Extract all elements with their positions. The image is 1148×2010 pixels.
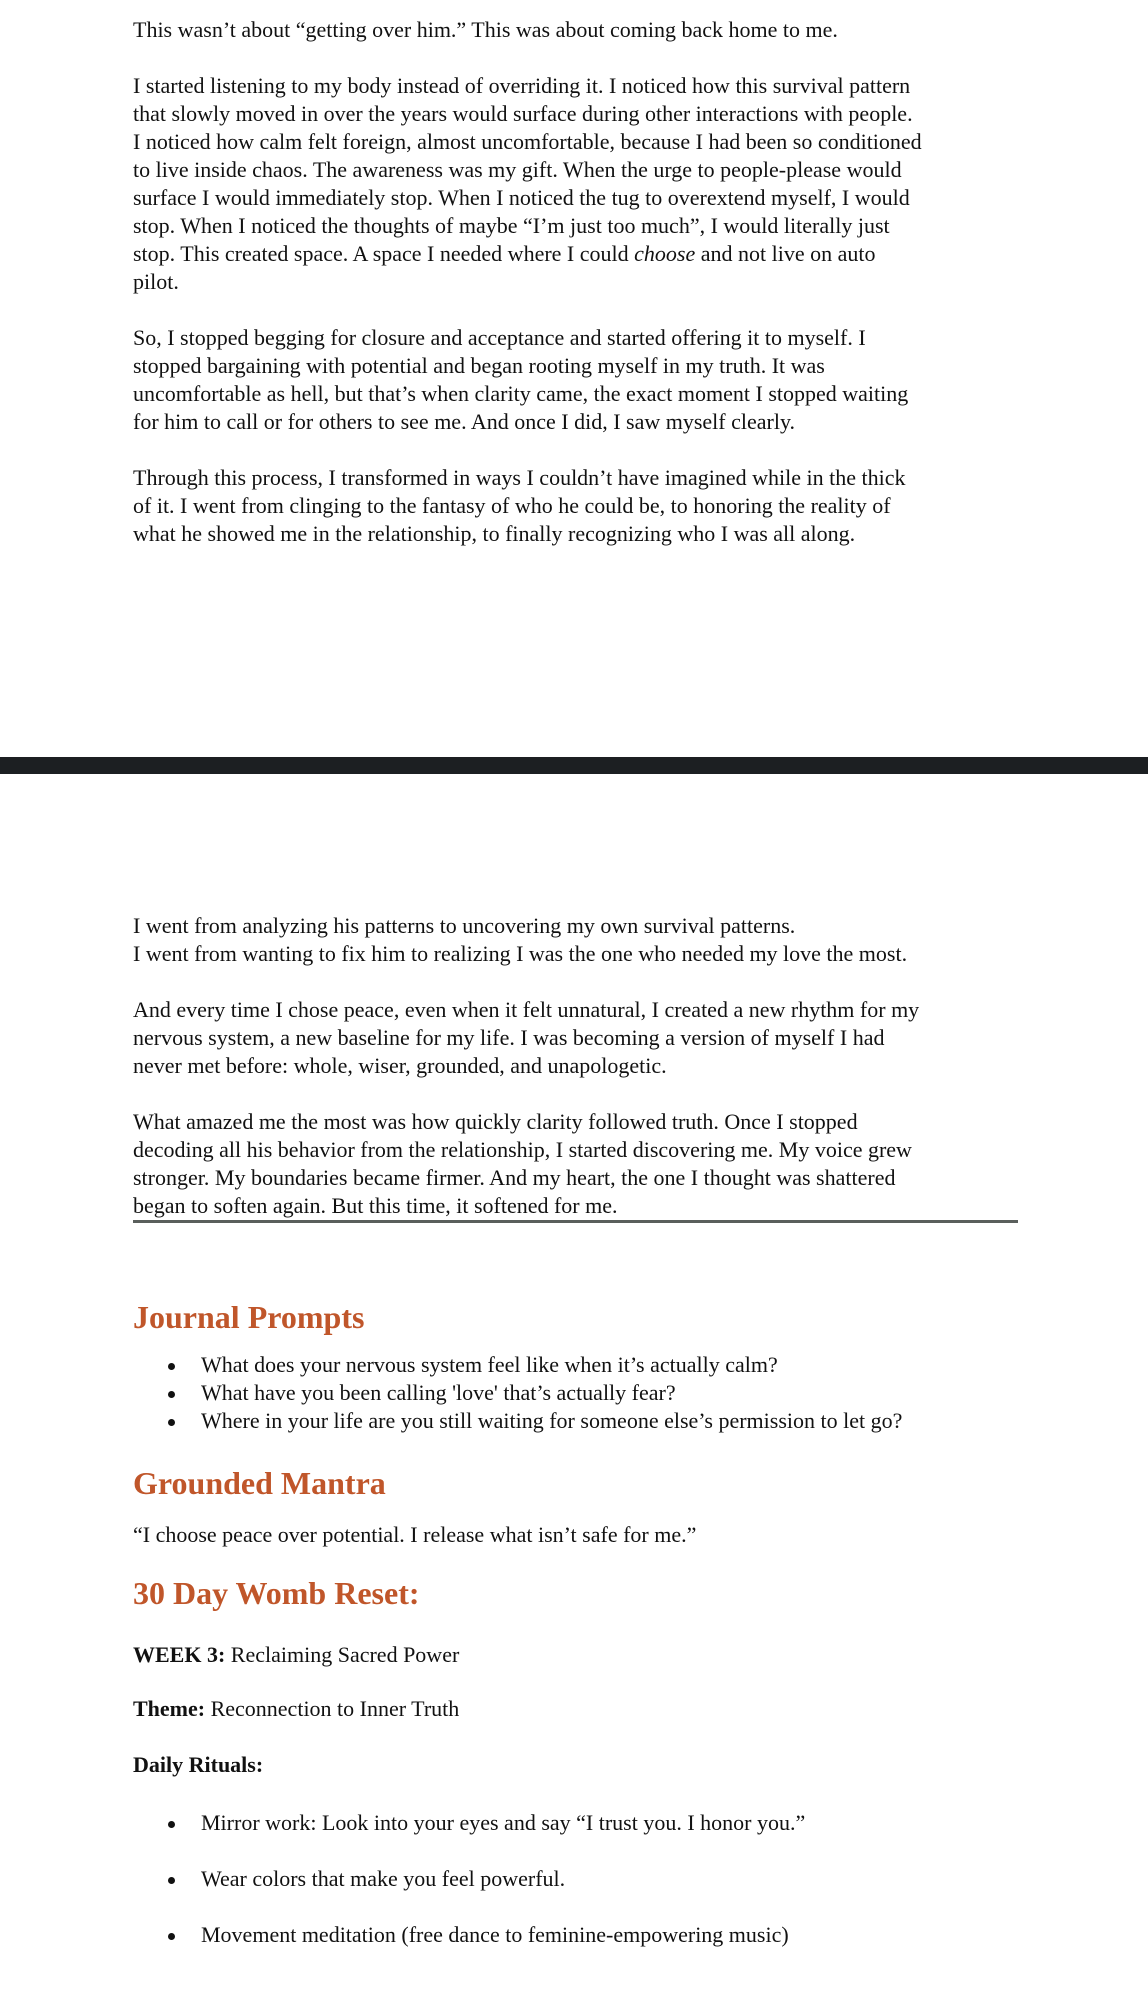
list-item: What does your nervous system feel like when it’s actually calm? <box>201 1351 1018 1379</box>
document-page-1 <box>0 0 1148 757</box>
paragraph-went-from: I went from analyzing his patterns to uncovering my own survival patterns. I went from wanting to fix him to realizing I was the one who needed my love the most. <box>133 913 908 966</box>
emphasis-choose: choose <box>634 241 696 266</box>
paragraph-transformed: Through this process, I transformed in ways I couldn’t have imagined while in the thick of it. I went from clinging to the fantasy of who he could be, to honoring the reality of what he showed me in the relationship, to finally recognizing who I was all along. <box>133 465 906 546</box>
paragraph-closure: So, I stopped begging for closure and acceptance and started offering it to myself. I stopped bargaining with potential and began rooting myself in my truth. It was uncomfortable as hell, but that’s when clarity came, the exact moment I stopped waiting for him to call or for others to see me. And once I did, I saw myself clearly. <box>133 325 909 434</box>
week-label: WEEK 3: <box>133 1642 226 1667</box>
mantra-text: “I choose peace over potential. I release what isn’t safe for me.” <box>133 1522 697 1547</box>
journal-prompts-list <box>133 1351 1018 1435</box>
heading-womb-reset: 30 Day Womb Reset: <box>133 1575 420 1611</box>
list-item: What have you been calling 'love' that’s actually fear? <box>201 1379 1018 1407</box>
heading-journal-prompts: Journal Prompts <box>133 1299 365 1335</box>
theme-label: Theme: <box>133 1696 206 1721</box>
week-line: WEEK 3: Reclaiming Sacred Power <box>133 1642 460 1667</box>
paragraph-intro: This wasn’t about “getting over him.” This was about coming back home to me. <box>133 17 838 42</box>
paragraph-listening: I started listening to my body instead of overriding it. I noticed how this survival pattern that slowly moved in over the years would surface during other interactions with people. I noticed how calm felt foreign, almost uncomfortable, because I had been so conditioned to live inside chaos. The awareness was my gift. When the urge to people-please would surface I would immediately stop. When I noticed the tug to overextend myself, I would stop. When I noticed the thoughts of maybe “I’m just too much”, I would literally just stop. This created space. A space I needed where I could choose and not live on auto pilot. <box>133 73 922 294</box>
daily-rituals-label: Daily Rituals: <box>133 1752 264 1777</box>
paragraph-clarity: What amazed me the most was how quickly clarity followed truth. Once I stopped decoding all his behavior from the relationship, I started discovering me. My voice grew stronger. My boundaries became firmer. And my heart, the one I thought was shattered began to soften again. But this time, it softened for me. <box>133 1108 1018 1223</box>
heading-grounded-mantra: Grounded Mantra <box>133 1465 386 1501</box>
list-item: Movement meditation (free dance to feminine-empowering music) <box>201 1921 1018 1949</box>
list-item: Where in your life are you still waiting for someone else’s permission to let go? <box>201 1407 1018 1435</box>
paragraph-chose-peace: And every time I chose peace, even when it felt unnatural, I created a new rhythm for my nervous system, a new baseline for my life. I was becoming a version of myself I had never met before: whole, wiser, grounded, and unapologetic. <box>133 997 920 1078</box>
list-item: Mirror work: Look into your eyes and say “I trust you. I honor you.” <box>201 1809 1018 1837</box>
list-item: Wear colors that make you feel powerful. <box>201 1865 1018 1893</box>
daily-rituals-list <box>133 1809 1018 1949</box>
document-page-2 <box>0 774 1148 2010</box>
page-separator <box>0 757 1148 774</box>
page-2-content <box>133 912 1018 1949</box>
theme-line: Theme: Reconnection to Inner Truth <box>133 1696 460 1721</box>
page-1-content <box>133 16 1018 548</box>
